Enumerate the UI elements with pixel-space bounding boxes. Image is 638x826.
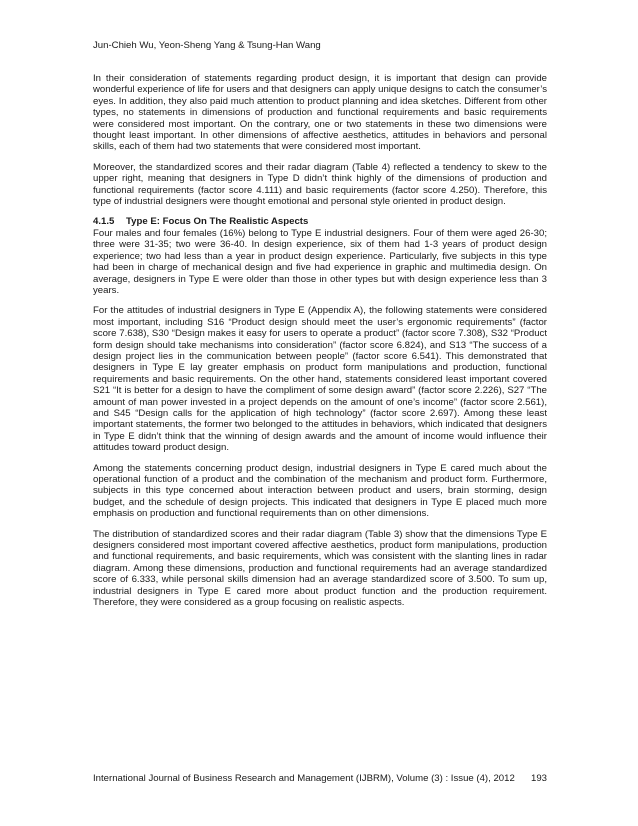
- paragraph-type-e-attitudes: For the attitudes of industrial designers in Type E (Appendix A), the following statements were considered most important, including S16 “Product design should meet the user’s ergonomic requirements” (factor score 7.638), S30 “Design makes it easy for users to operate a product” (factor score 7.308), S32 “Product form design should take mechanisms into consideration” (factor score 6.824), and S13 “The success of a design project lies in the communication between people” (factor score 6.541). This demonstrated that designers in Type E lay greater emphasis on product form manipulations and production, functional requirements and basic requirements. On the other hand, statements considered least important covered S21 “It is better for a design to have the compliment of some design award” (factor score 2.226), S27 “The amount of man power invested in a project depends on the amount of one’s income” (factor score 2.561), and S45 “Design calls for the application of high technology” (factor score 2.697). Among these least important statements, the former two belonged to the attitudes in behaviors, which indicated that designers in Type E didn’t think that the winning of design awards and the amount of income would influence their attitudes toward product design.: [93, 305, 547, 454]
- paragraph-type-d-statements: In their consideration of statements regarding product design, it is important that design can provide wonderful experience of life for users and that designers can apply unique designs to catch the consumer’s eyes. In addition, they also paid much attention to product planning and idea sketches. Different from other types, no statements in dimensions of production and functional requirements and basic requirements were considered most important. On the contrary, one or two statements in these two dimensions were thought least important. In other dimensions of affective aesthetics, attitudes in behaviors and personal skills, each of them had two statements that were considered most important.: [93, 73, 547, 153]
- running-header-authors: Jun-Chieh Wu, Yeon-Sheng Yang & Tsung-Han Wang: [93, 40, 321, 51]
- paragraph-type-e-demographics: Four males and four females (16%) belong to Type E industrial designers. Four of them were aged 26-30; three were 31-35; two were 36-40. In design experience, six of them had 1-3 years of product design experience; two had less than a year in product design experience. Particularly, five subjects in this type had been in charge of mechanical design and five had experience in graphic and multimedia design. On average, designers in Type E were older than those in other types but with design experience less than 3 years.: [93, 227, 547, 296]
- footer-journal-citation: International Journal of Business Research and Management (IJBRM), Volume (3) : Issue (4), 2012: [93, 773, 515, 784]
- section-number: 4.1.5: [93, 216, 115, 228]
- footer-page-number: 193: [530, 773, 547, 784]
- paragraph-type-e-product-design: Among the statements concerning product design, industrial designers in Type E cared much about the operational function of a product and the combination of the mechanism and product form. Furthermore, subjects in this type concerned about interaction between product and users, brain storming, design budget, and the schedule of design projects. This indicated that designers in Type E placed much more emphasis on production and functional requirements than on other dimensions.: [93, 462, 547, 520]
- paragraph-type-d-scores: Moreover, the standardized scores and their radar diagram (Table 4) reflected a tendency to skew to the upper right, meaning that designers in Type D didn’t think highly of the dimensions of production and functional requirements (factor score 4.111) and basic requirements (factor score 4.250). Therefore, this type of industrial designers were thought emotional and personal style oriented in product design.: [93, 161, 547, 208]
- body-text: [93, 73, 547, 617]
- section-heading: [93, 216, 547, 227]
- section-title: Type E: Focus On The Realistic Aspects: [126, 216, 309, 228]
- paragraph-type-e-scores: The distribution of standardized scores and their radar diagram (Table 3) show that the dimensions Type E designers considered most important covered affective aesthetics, product form manipulations, production and functional requirements, and basic requirements, which was consistent with the slanting lines in radar diagram. Among these dimensions, production and functional requirements had an average standardized score of 6.333, while personal skills dimension had an average standardized score of 3.500. To sum up, industrial designers in Type E cared more about product function and the production requirement. Therefore, they were considered as a group focusing on realistic aspects.: [93, 528, 547, 609]
